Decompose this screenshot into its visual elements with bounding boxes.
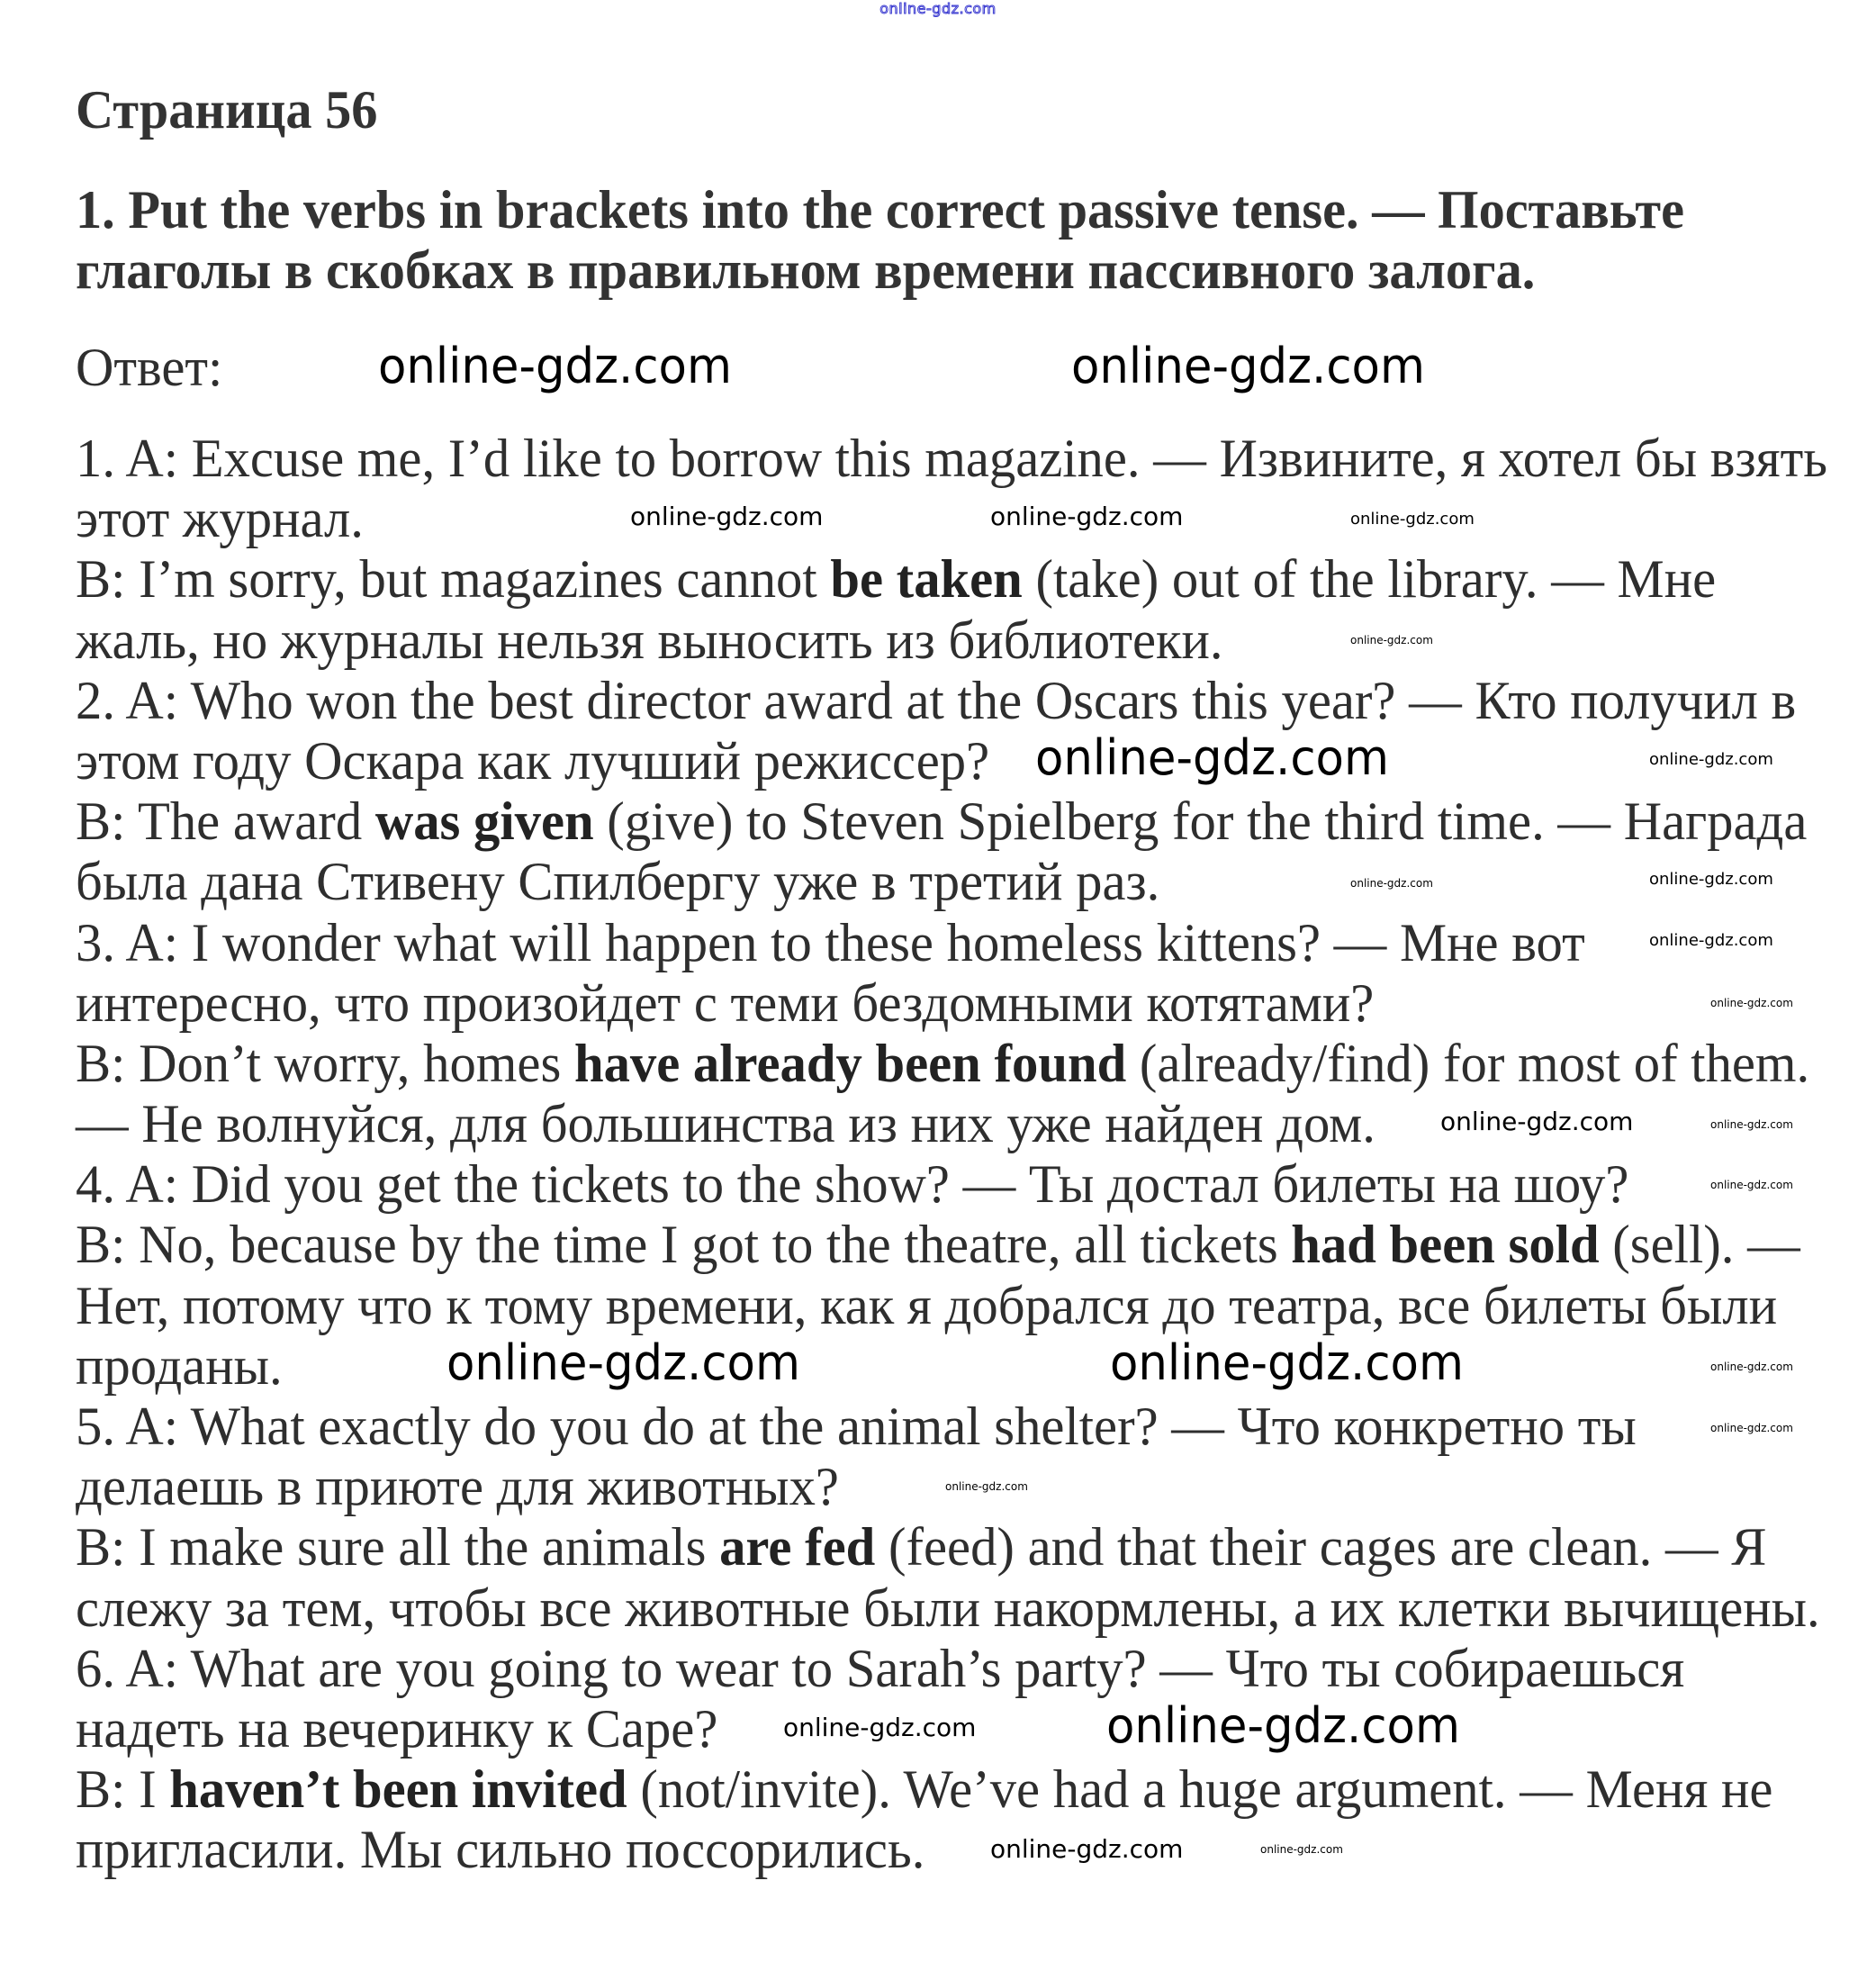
answer-line xyxy=(76,1517,1827,1578)
answer-line xyxy=(76,671,1827,731)
answer-label: Ответ: xyxy=(76,338,223,397)
answer-text: B: No, because by the time I got to the theatre, all tickets xyxy=(76,1215,1292,1275)
answer-line xyxy=(76,731,1827,791)
page-title: Страница 56 xyxy=(76,80,378,140)
answer-text: интересно, что произойдет с теми бездомными котятами? xyxy=(76,972,1375,1033)
answer-text: 3. A: I wonder what will happen to these homeless kittens? — Мне вот xyxy=(76,912,1585,972)
answer-line xyxy=(76,549,1827,610)
answer-text: пригласили. Мы сильно поссорились. xyxy=(76,1820,925,1880)
answer-text: B: I’m sorry, but magazines cannot xyxy=(76,549,831,610)
watermark: online-gdz.com xyxy=(378,338,732,394)
answer-verb-form: be taken xyxy=(830,549,1023,610)
watermark: online-gdz.com xyxy=(1710,1118,1793,1131)
answer-text: 6. A: What are you going to wear to Sarah’s party? — Что ты собираешься xyxy=(76,1638,1685,1698)
watermark: online-gdz.com xyxy=(990,1834,1184,1864)
watermark: online-gdz.com xyxy=(1106,1697,1460,1754)
answer-verb-form: had been sold xyxy=(1291,1215,1600,1275)
answer-text: B: I xyxy=(76,1759,170,1820)
answer-text: — Не волнуйся, для большинства из них уже найден дом. xyxy=(76,1094,1375,1154)
answer-line xyxy=(76,791,1827,852)
answer-line xyxy=(76,429,1827,489)
watermark: online-gdz.com xyxy=(1260,1843,1343,1856)
answer-line xyxy=(76,610,1827,671)
answer-text: (sell). — xyxy=(1599,1215,1800,1275)
answer-text: B: Don’t worry, homes xyxy=(76,1033,574,1093)
answer-text: 5. A: What exactly do you do at the animal shelter? — Что конкретно ты xyxy=(76,1397,1637,1456)
answer-text: этот журнал. xyxy=(76,489,364,549)
watermark: online-gdz.com xyxy=(1350,510,1475,529)
top-watermark: online-gdz.com xyxy=(879,0,997,17)
watermark: online-gdz.com xyxy=(1710,1422,1793,1434)
answer-line xyxy=(76,1336,1827,1397)
watermark: online-gdz.com xyxy=(630,502,824,531)
answer-text: была дана Стивену Спилбергу уже в третий раз. xyxy=(76,852,1160,912)
answer-text: Нет, потому что к тому времени, как я добрался до театра, все билеты были xyxy=(76,1275,1778,1335)
answer-text: B: I make sure all the animals xyxy=(76,1517,720,1578)
watermark: online-gdz.com xyxy=(1350,877,1433,890)
answer-text: надеть на вечеринку к Саре? xyxy=(76,1698,718,1759)
answer-line xyxy=(76,1639,1827,1699)
watermark: online-gdz.com xyxy=(1350,634,1433,646)
answer-line xyxy=(76,852,1827,912)
answer-text: 2. A: Who won the best director award at the Oscars this year? — Кто получил в xyxy=(76,670,1797,730)
answer-line xyxy=(76,1759,1827,1820)
watermark: online-gdz.com xyxy=(1649,870,1773,889)
answer-text: этом году Оскара как лучший режиссер? xyxy=(76,730,990,791)
answer-text: (not/invite). We’ve had a huge argument. — Меня не xyxy=(627,1759,1773,1820)
watermark: online-gdz.com xyxy=(1649,750,1773,769)
exercise-heading xyxy=(76,180,1684,301)
watermark: online-gdz.com xyxy=(446,1334,800,1391)
answer-line xyxy=(76,1154,1827,1215)
answer-text: делаешь в приюте для животных? xyxy=(76,1457,839,1517)
answer-line xyxy=(76,489,1827,549)
answer-text: (give) to Steven Spielberg for the third time. — Награда xyxy=(593,791,1808,852)
answer-line xyxy=(76,1276,1827,1336)
answer-line xyxy=(76,1578,1827,1639)
answer-line xyxy=(76,1820,1827,1880)
answer-text: слежу за тем, чтобы все животные были накормлены, а их клетки вычищены. xyxy=(76,1578,1820,1638)
watermark: online-gdz.com xyxy=(1440,1107,1634,1136)
answer-text: B: The award xyxy=(76,791,375,852)
watermark: online-gdz.com xyxy=(1035,729,1389,786)
watermark: online-gdz.com xyxy=(1710,997,1793,1009)
watermark: online-gdz.com xyxy=(990,502,1184,531)
answer-line xyxy=(76,1215,1827,1275)
heading-line: 1. Put the verbs in brackets into the correct passive tense. — Поставьте xyxy=(76,180,1684,240)
watermark: online-gdz.com xyxy=(1071,338,1425,394)
answer-line xyxy=(76,1397,1827,1457)
watermark: online-gdz.com xyxy=(1710,1179,1793,1191)
answer-verb-form: was given xyxy=(374,791,594,852)
answer-verb-form: are fed xyxy=(719,1517,876,1578)
answer-text: жаль, но журналы нельзя выносить из библиотеки. xyxy=(76,610,1223,670)
watermark: online-gdz.com xyxy=(1710,1361,1793,1373)
answer-line xyxy=(76,913,1827,973)
answer-text: 1. A: Excuse me, I’d like to borrow this magazine. — Извините, я хотел бы взять xyxy=(76,429,1827,488)
answer-body xyxy=(76,429,1827,1881)
watermark: online-gdz.com xyxy=(945,1480,1028,1493)
answer-text: (feed) and that their cages are clean. — Я xyxy=(875,1517,1767,1578)
answer-text: 4. A: Did you get the tickets to the show? — Ты достал билеты на шоу? xyxy=(76,1154,1629,1215)
watermark: online-gdz.com xyxy=(1649,931,1773,950)
answer-line xyxy=(76,973,1827,1034)
watermark: online-gdz.com xyxy=(1110,1334,1464,1391)
answer-text: (already/find) for most of them. xyxy=(1126,1033,1810,1093)
watermark: online-gdz.com xyxy=(783,1713,977,1742)
answer-verb-form: haven’t been invited xyxy=(169,1759,627,1820)
answer-verb-form: have already been found xyxy=(573,1033,1127,1093)
answer-text: (take) out of the library. — Мне xyxy=(1022,549,1717,610)
heading-line: глаголы в скобках в правильном времени пассивного залога. xyxy=(76,240,1536,300)
answer-line xyxy=(76,1034,1827,1094)
answer-text: проданы. xyxy=(76,1335,283,1396)
